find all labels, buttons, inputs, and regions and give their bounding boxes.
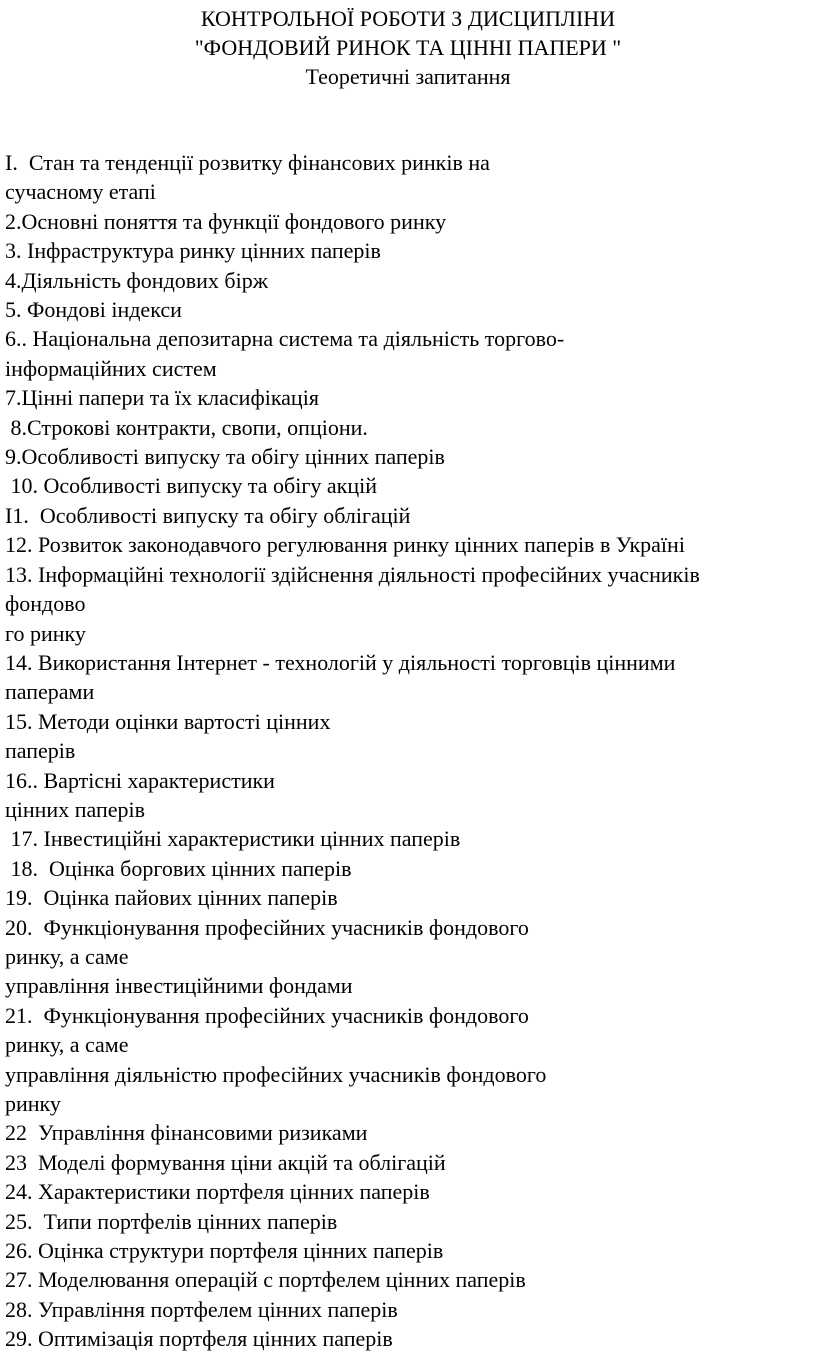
document-title: КОНТРОЛЬНОЇ РОБОТИ З ДИСЦИПЛІНИ — [200, 6, 616, 31]
question-line: 26. Оцінка структури портфеля цінних паперів — [5, 1238, 444, 1264]
question-line: 3. Інфраструктура ринку цінних паперів — [5, 238, 381, 264]
question-line: 24. Характеристики портфеля цінних паперів — [5, 1179, 430, 1205]
question-line: інформаційних систем — [5, 355, 217, 381]
question-line: 22 Управління фінансовими ризиками — [5, 1120, 368, 1146]
question-line: 9.Особливості випуску та обігу цінних паперів — [5, 444, 445, 470]
question-line: I. Стан та тенденції розвитку фінансових ринків на — [5, 150, 490, 175]
question-line: управління інвестиційними фондами — [5, 973, 353, 999]
question-line: 23 Моделі формування ціни акцій та облігацій — [5, 1149, 446, 1175]
question-line: 6.. Національна депозитарна система та діяльність торгово- — [5, 326, 565, 352]
question-line: фондово — [5, 591, 86, 617]
question-line: 7.Цінні папери та їх класифікація — [5, 385, 319, 411]
question-line: 5. Фондові індекси — [5, 297, 182, 323]
question-line: 12. Розвиток законодавчого регулювання ринку цінних паперів в Україні — [5, 532, 685, 558]
question-line: I1. Особливості випуску та обігу облігацій — [5, 502, 411, 528]
question-line: 17. Інвестиційні характеристики цінних паперів — [5, 826, 461, 852]
question-line: 27. Моделювання операцій с портфелем цінних паперів — [5, 1267, 526, 1293]
section-subtitle: Теоретичні запитання — [305, 64, 511, 89]
question-line: ринку, а саме — [5, 1032, 129, 1058]
question-line: 21. Функціонування професійних учасників фондового — [5, 1002, 529, 1028]
question-line: сучасному етапі — [5, 179, 156, 205]
question-line: 14. Використання Інтернет - технологій у діяльності торговців цінними — [5, 649, 676, 675]
question-line: 28. Управління портфелем цінних паперів — [5, 1296, 398, 1322]
question-line: 16.. Вартісні характеристики — [5, 767, 275, 793]
question-line: 10. Особливості випуску та обігу акцій — [5, 473, 377, 499]
question-line: 4.Діяльність фондових бірж — [5, 267, 268, 293]
question-line: 18. Оцінка боргових цінних паперів — [5, 855, 352, 881]
question-line: 25. Типи портфелів цінних паперів — [5, 1208, 338, 1234]
question-line: 29. Оптимізація портфеля цінних паперів — [5, 1326, 393, 1352]
question-line: цінних паперів — [5, 796, 145, 822]
document-header — [0, 4, 816, 91]
question-line: 19. Оцінка пайових цінних паперів — [5, 885, 338, 911]
question-line: 13. Інформаційні технології здійснення діяльності професійних учасників — [5, 561, 700, 587]
discipline-name: "ФОНДОВИЙ РИНОК ТА ЦІННІ ПАПЕРИ " — [194, 35, 622, 60]
question-line: 8.Строкові контракти, свопи, опціони. — [5, 414, 368, 440]
questions-list — [5, 148, 815, 1354]
question-line: 20. Функціонування професійних учасників фондового — [5, 914, 529, 940]
question-line: го ринку — [5, 620, 86, 646]
question-line: 2.Основні поняття та функції фондового ринку — [5, 208, 447, 234]
question-line: ринку, а саме — [5, 943, 129, 969]
question-line: ринку — [5, 1091, 61, 1116]
question-line: паперів — [5, 738, 76, 764]
question-line: управління діяльністю професійних учасників фондового — [5, 1061, 547, 1087]
question-line: 15. Методи оцінки вартості цінних — [5, 708, 331, 734]
question-line: паперами — [5, 679, 95, 705]
